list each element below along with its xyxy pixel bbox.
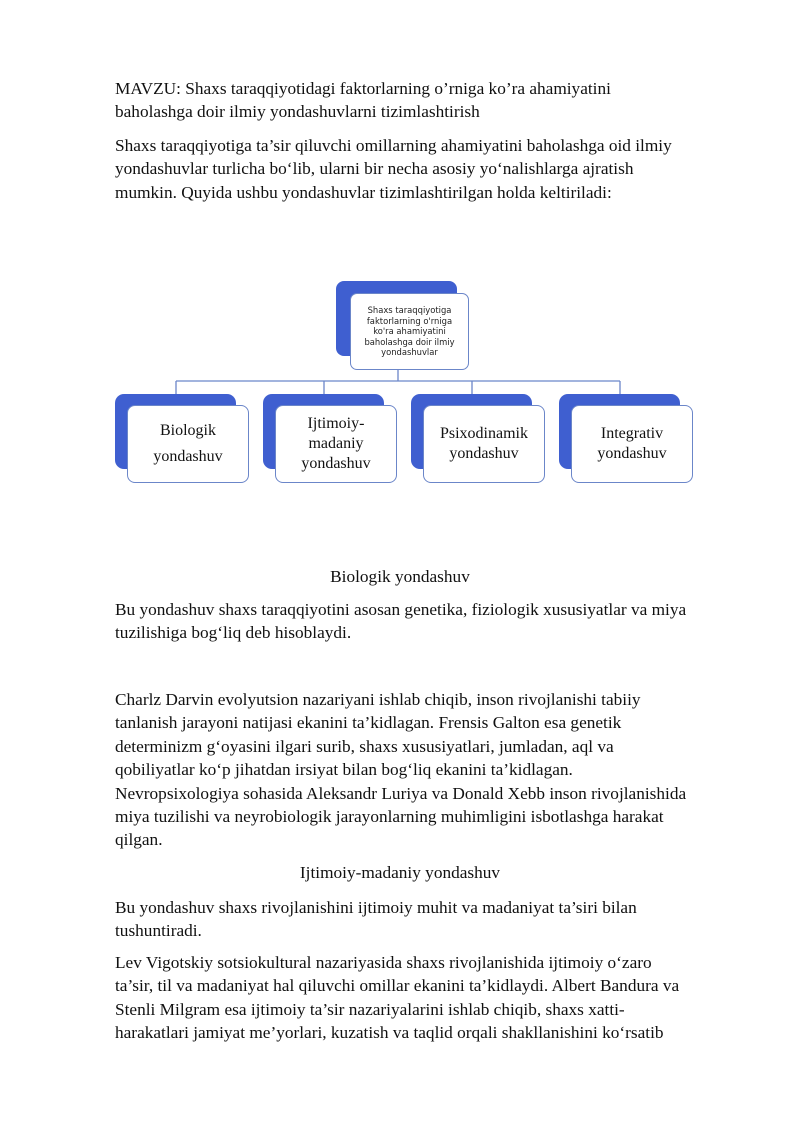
node-psixodinamik xyxy=(423,405,545,483)
bio-lead-line: Bu yondashuv shaxs taraqqiyotini asosan genetika, fiziologik xususiyatlar va miya xyxy=(115,600,687,619)
section-heading-biologik: Biologik yondashuv xyxy=(330,567,470,586)
root-node xyxy=(350,293,469,370)
bio-body-line: miya tuzilishi va neyrobiologik jarayonlarning muhimligini isbotlashga harakat xyxy=(115,807,664,827)
node-ijtimoiy-madaniy xyxy=(275,405,397,483)
soc-body-line: Lev Vigotskiy sotsiokultural nazariyasida shaxs rivojlanishida ijtimoiy o‘zaro xyxy=(115,953,652,972)
node-ijtimoiy-label: Ijtimoiy-madaniy yondashuv xyxy=(301,415,371,472)
soc-body-line: ta’sir, til va madaniyat hal qiluvchi omillar ekanini ta’kidlaydi. Albert Bandura va xyxy=(115,976,680,996)
bio-lead-paragraph xyxy=(115,598,740,645)
node-integrativ xyxy=(571,405,693,483)
soc-lead-line: tushuntiradi. xyxy=(115,921,202,941)
soc-body-paragraph xyxy=(115,951,740,1045)
node-integrativ-label: Integrativ yondashuv xyxy=(597,425,667,462)
root-node-label: Shaxs taraqqiyotiga faktorlarning o'rniga ko'ra ahamiyatini baholashga doir ilmiy yondashuvlar xyxy=(364,305,455,358)
bio-body-line: qobiliyatlar ko‘p jihatdan irsiyat bilan bog‘liq ekanini ta’kidlagan. xyxy=(115,760,573,780)
soc-lead-paragraph xyxy=(115,896,740,943)
section-heading-ijtimoiy: Ijtimoiy-madaniy yondashuv xyxy=(299,863,501,882)
bio-lead-line: tuzilishiga bog‘liq deb hisoblaydi. xyxy=(115,623,352,643)
bio-body-line: Nevropsixologiya sohasida Aleksandr Luriya va Donald Xebb inson rivojlanishida xyxy=(115,783,687,803)
bio-body-line: tanlanish jarayoni natijasi ekanini ta’kidlagan. Frensis Galton esa genetik xyxy=(115,713,622,733)
soc-lead-line: Bu yondashuv shaxs rivojlanishini ijtimoiy muhit va madaniyat ta’siri bilan xyxy=(115,898,637,917)
node-biologik xyxy=(127,405,249,483)
bio-body-line: Charlz Darvin evolyutsion nazariyani ishlab chiqib, inson rivojlanishi tabiiy xyxy=(115,690,641,709)
title-line-1: MAVZU: Shaxs taraqqiyotidagi faktorlarning o’rniga ko’ra ahamiyatini xyxy=(115,79,611,98)
bio-body-paragraph xyxy=(115,688,740,852)
bio-body-line: determinizm g‘oyasini ilgari surib, shaxs xususiyatlari, jumladan, aql va xyxy=(115,736,614,756)
intro-line-3: mumkin. Quyida ushbu yondashuvlar tizimlashtirilgan holda keltiriladi: xyxy=(115,182,612,202)
soc-body-line: harakatlari jamiyat me’yorlari, kuzatish va taqlid orqali shakllanishini ko‘rsatib xyxy=(115,1023,664,1043)
bio-body-line: qilgan. xyxy=(115,830,163,850)
intro-line-2: yondashuvlar turlicha bo‘lib, ularni bir necha asosiy yo‘nalishlarga ajratish xyxy=(115,159,634,179)
soc-body-line: Stenli Milgram esa ijtimoiy ta’sir nazariyalarini ishlab chiqib, shaxs xatti- xyxy=(115,999,625,1019)
title-line-2: baholashga doir ilmiy yondashuvlarni tizimlashtirish xyxy=(115,102,480,122)
node-biologik-label: Biologik yondashuv xyxy=(153,422,223,465)
node-psixodinamik-label: Psixodinamik yondashuv xyxy=(439,425,528,462)
intro-line-1: Shaxs taraqqiyotiga ta’sir qiluvchi omillarning ahamiyatini baholashga oid ilmiy xyxy=(115,136,672,155)
